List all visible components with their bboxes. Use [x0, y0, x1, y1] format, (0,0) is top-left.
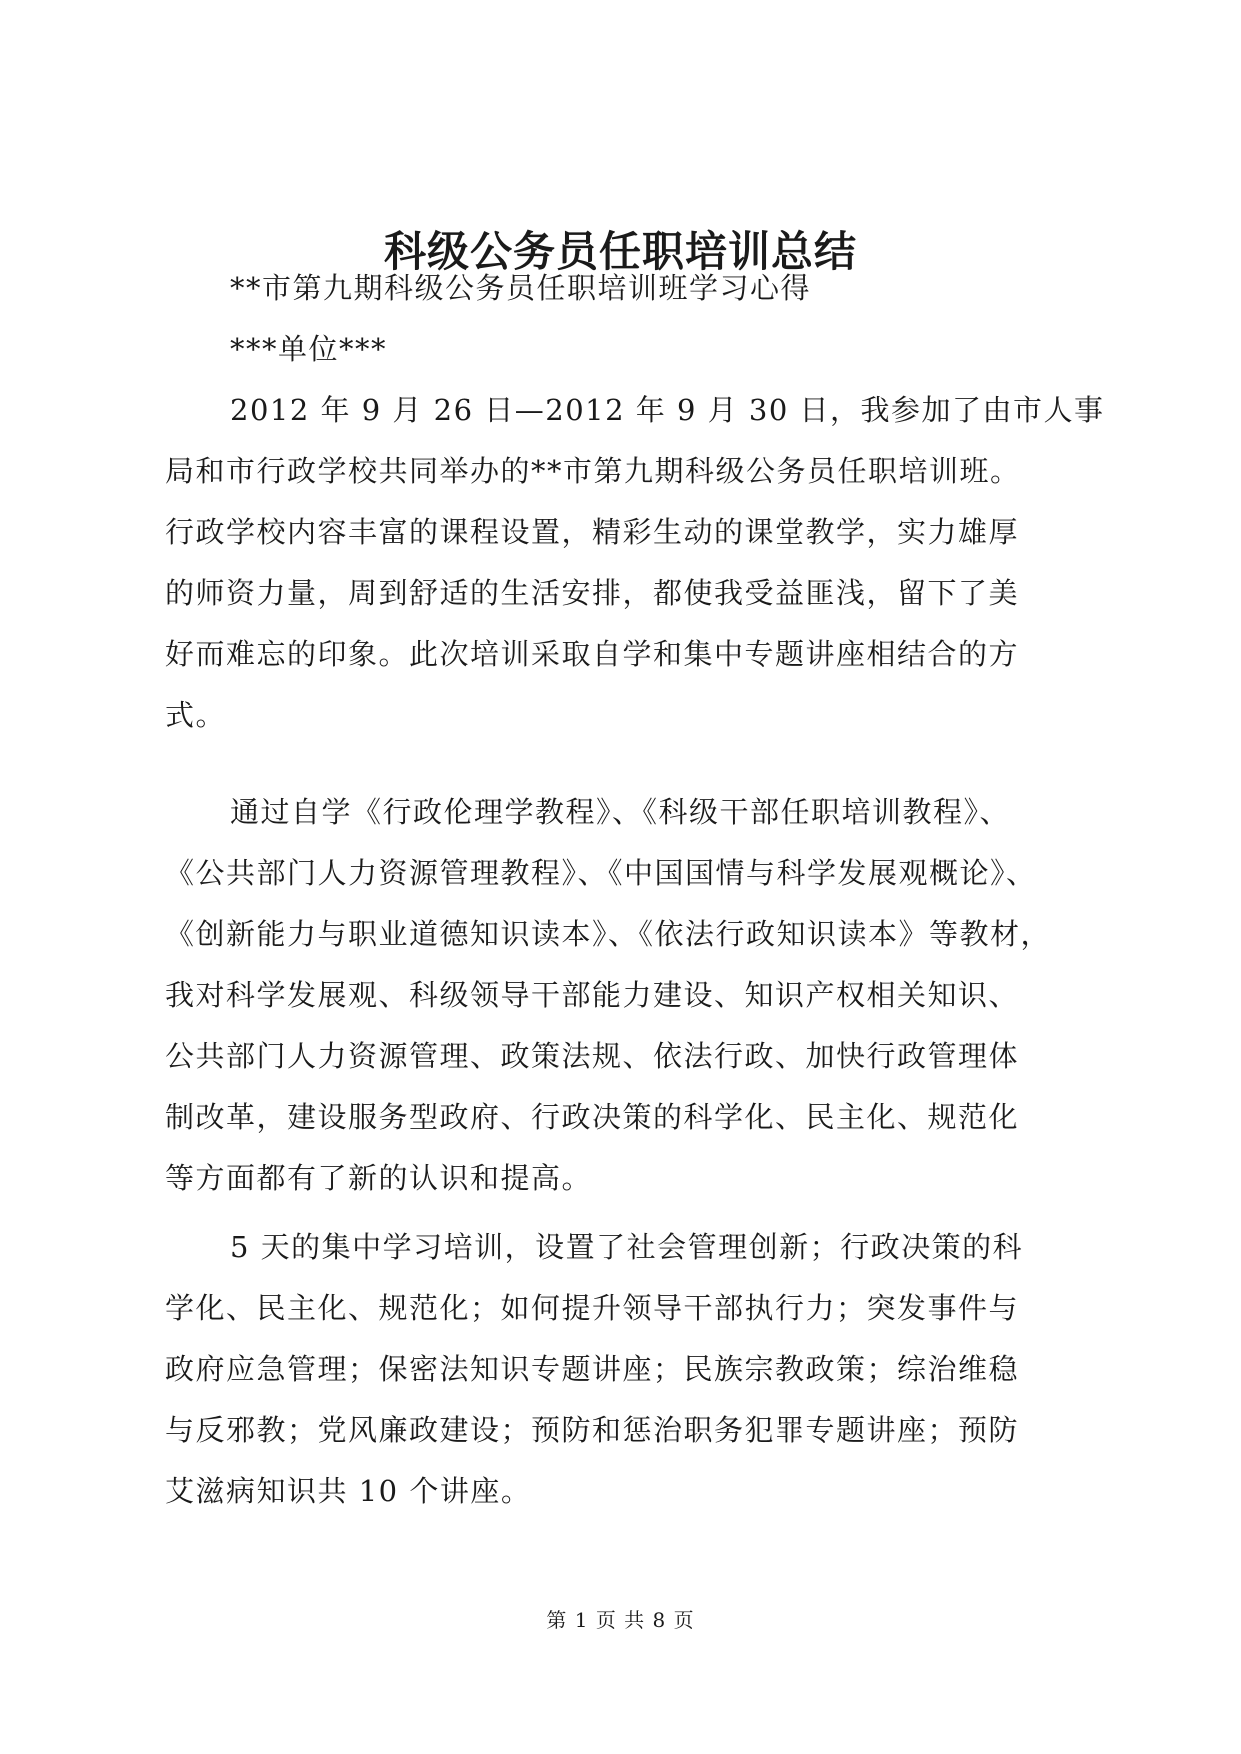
paragraph-1-line-1: 2012 年 9 月 26 日—2012 年 9 月 30 日，我参加了由市人事	[230, 393, 1105, 427]
page-footer: 第 1 页 共 8 页	[546, 1608, 695, 1632]
paragraph-1-line-6: 式。	[165, 698, 227, 732]
paragraph-2-line-4: 我对科学发展观、科级领导干部能力建设、知识产权相关知识、	[165, 978, 1020, 1012]
paragraph-3-line-1: 5 天的集中学习培训，设置了社会管理创新；行政决策的科	[230, 1230, 1024, 1264]
paragraph-2-line-1: 通过自学《行政伦理学教程》、《科级干部任职培训教程》、	[230, 795, 1011, 829]
paragraph-2-line-3: 《创新能力与职业道德知识读本》、《依法行政知识读本》等教材，	[165, 917, 1052, 951]
paragraph-1-line-2: 局和市行政学校共同举办的**市第九期科级公务员任职培训班。	[165, 454, 1021, 488]
document-author: ***单位***	[230, 332, 388, 366]
paragraph-1-line-4: 的师资力量，周到舒适的生活安排，都使我受益匪浅，留下了美	[165, 576, 1020, 610]
paragraph-3-line-5: 艾滋病知识共 10 个讲座。	[165, 1474, 532, 1508]
paragraph-3-line-4: 与反邪教；党风廉政建设；预防和惩治职务犯罪专题讲座；预防	[165, 1413, 1020, 1447]
paragraph-2-line-6: 制改革，建设服务型政府、行政决策的科学化、民主化、规范化	[165, 1100, 1020, 1134]
paragraph-1-line-3: 行政学校内容丰富的课程设置，精彩生动的课堂教学，实力雄厚	[165, 515, 1020, 549]
paragraph-1-line-5: 好而难忘的印象。此次培训采取自学和集中专题讲座相结合的方	[165, 637, 1020, 671]
document-subtitle: **市第九期科级公务员任职培训班学习心得	[230, 271, 812, 305]
paragraph-3-line-3: 政府应急管理；保密法知识专题讲座；民族宗教政策；综治维稳	[165, 1352, 1020, 1386]
paragraph-3-line-2: 学化、民主化、规范化；如何提升领导干部执行力；突发事件与	[165, 1291, 1020, 1325]
paragraph-2-line-2: 《公共部门人力资源管理教程》、《中国国情与科学发展观概论》、	[165, 856, 1037, 890]
paragraph-2-line-5: 公共部门人力资源管理、政策法规、依法行政、加快行政管理体	[165, 1039, 1020, 1073]
paragraph-2-line-7: 等方面都有了新的认识和提高。	[165, 1161, 593, 1195]
document-title: 科级公务员任职培训总结	[383, 227, 857, 276]
